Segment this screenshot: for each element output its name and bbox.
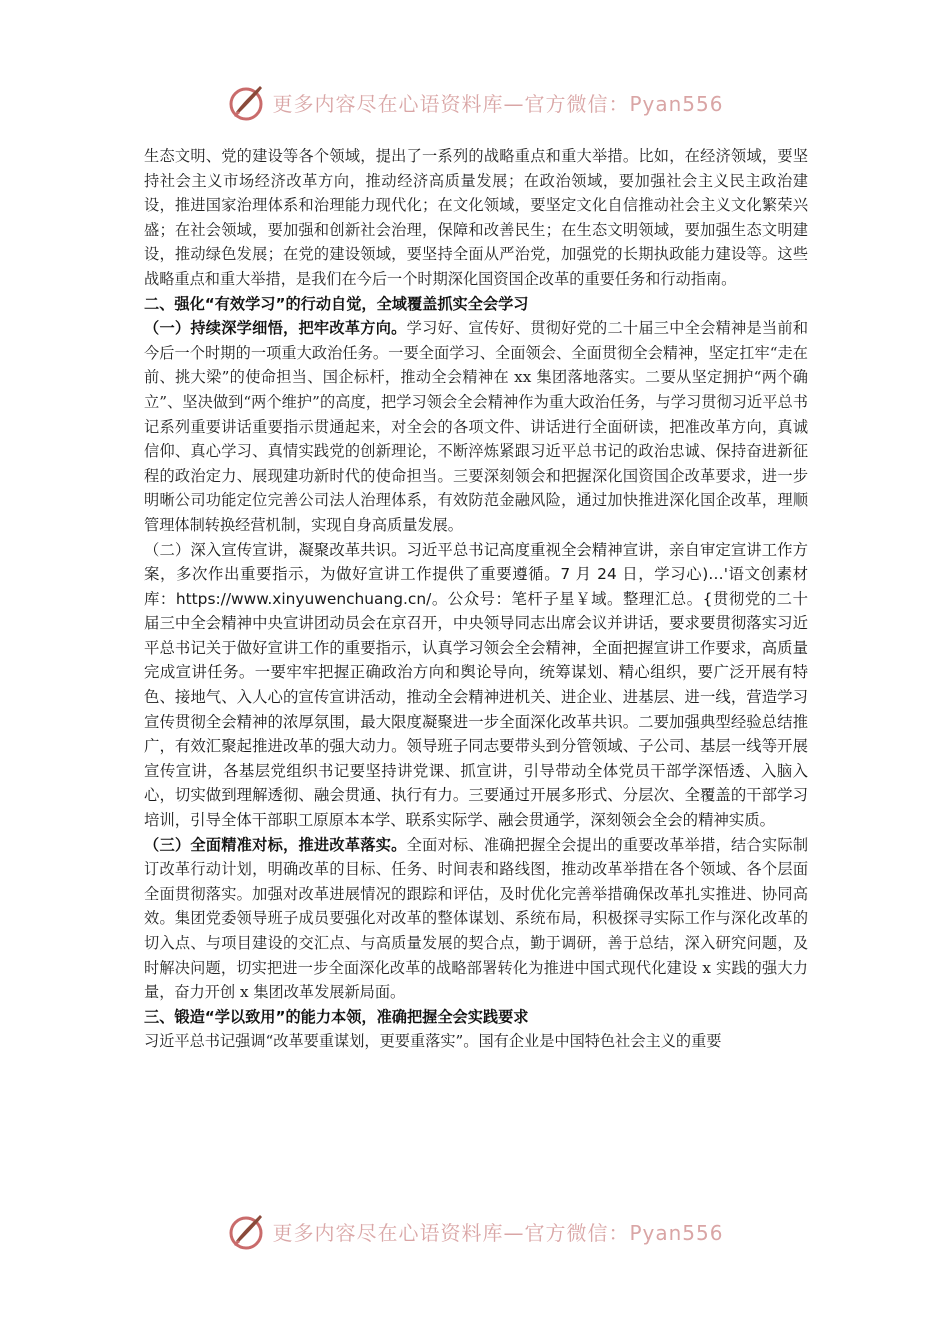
subheading-3: （三）全面精准对标，推进改革落实。 (144, 835, 407, 854)
paragraph-study-text: 学习好、宣传好、贯彻好党的二十届三中全会精神是当前和今后一个时期的一项重大政治任务。一要全面学习、全面领会、全面贯彻全会精神，坚定扛牢“走在前、挑大梁”的使命担当、国企标杆，推动全会精神在 xx 集团落地落实。二要从坚定拥护“两个确立”、坚决做到“两个维护”的高度，把学习领会全会精神作为重大政治任务，与学习贯彻习近平总书记系列重要讲话重要指示贯通起来，对全会的各项文件、讲话进行全面研读，把准改革方向，真诚信仰、真心学习、真情实践党的创新理论，不断淬炼紧跟习近平总书记的政治忠诚、保持奋进新征程的政治定力、展现建功新时代的使命担当。三要深刻领会和把握深化国资国企改革要求，进一步明晰公司功能定位完善公司法人治理体系，有效防范金融风险，通过加快推进深化国企改革，理顺管理体制转换经营机制，实现自身高质量发展。 (144, 319, 809, 534)
paragraph-strategy: 生态文明、党的建设等各个领域，提出了一系列的战略重点和重大举措。比如，在经济领域，要坚持社会主义市场经济改革方向，推动经济高质量发展；在政治领域，要加强社会主义民主政治建设，推进国家治理体系和治理能力现代化；在文化领域，要坚定文化自信推动社会主义文化繁荣兴盛；在社会领域，要加强和创新社会治理，保障和改善民生；在生态文明领域，要加强生态文明建设，推动绿色发展；在党的建设领域，要坚持全面从严治党，加强党的长期执政能力建设等。这些战略重点和重大举措，是我们在今后一个时期深化国资国企改革的重要任务和行动指南。 (144, 147, 808, 288)
watermark-text: 更多内容尽在心语资料库—官方微信：Pyan556 (272, 1220, 724, 1245)
section-heading-2: 二、强化“有效学习”的行动自觉，全域覆盖抓实全会学习 (144, 294, 529, 313)
paragraph-last: 习近平总书记强调“改革要重谋划，更要重落实”。国有企业是中国特色社会主义的重要 (144, 1032, 722, 1051)
footer-watermark-banner (0, 1209, 950, 1253)
paragraph-implementation-text: 全面对标、准确把握全会提出的重要改革举措，结合实际制订改革行动计划，明确改革的目标、任务、时间表和路线图，推动改革举措在各个领域、各个层面全面贯彻落实。加强对改革进展情况的跟踪和评估，及时优化完善举措确保改革扎实推进、协同高效。集团党委领导班子成员要强化对改革的整体谋划、系统布局，积极探寻实际工作与深化改革的切入点、与项目建设的交汇点、与高质量发展的契合点，勤于调研，善于总结，深入研究问题，及时解决问题，切实把进一步全面深化改革的战略部署转化为推进中国式现代化建设 x 实践的强大力量，奋力开创 x 集团改革发展新局面。 (144, 835, 809, 1002)
header-watermark-banner (0, 80, 950, 124)
paragraph-study (144, 316, 808, 537)
brush-logo-icon (226, 1211, 266, 1251)
section-heading-3: 三、锻造“学以致用”的能力本领，准确把握全会实践要求 (144, 1007, 529, 1026)
brush-logo-icon (226, 82, 266, 122)
document-body (144, 144, 808, 1054)
paragraph-publicity: （二）深入宣传宣讲，凝聚改革共识。习近平总书记高度重视全会精神宣讲，亲自审定宣讲工作方案，多次作出重要指示，为做好宣讲工作提供了重要遵循。7 月 24 日，学习心)…'语文创素材库：https://www.xinyuwenchuang.cn/。公众号：笔杆子星￥域。整理汇总。{贯彻党的二十届三中全会精神中央宣讲团动员会在京召开，中央领导同志出席会议并讲话，要求要贯彻落实习近平总书记关于做好宣讲工作的重要指示，认真学习领会全会精神，全面把握宣讲工作要求，高质量完成宣讲任务。一要牢牢把握正确政治方向和舆论导向，统筹谋划、精心组织，要广泛开展有特色、接地气、入人心的宣传宣讲活动，推动全会精神进机关、进企业、进基层、进一线，营造学习宣传贯彻全会精神的浓厚氛围，最大限度凝聚进一步全面深化改革共识。二要加强典型经验总结推广，有效汇聚起推进改革的强大动力。领导班子同志要带头到分管领域、子公司、基层一线等开展宣传宣讲，各基层党组织书记要坚持讲党课、抓宣讲，引导带动全体党员干部学深悟透、入脑入心，切实做到理解透彻、融会贯通、执行有力。三要通过开展多形式、分层次、全覆盖的干部学习培训，引导全体干部职工原原本本学、联系实际学、融会贯通学，深刻领会全会的精神实质。 (144, 540, 808, 830)
watermark-text: 更多内容尽在心语资料库—官方微信：Pyan556 (272, 91, 724, 116)
subheading-1: （一）持续深学细悟，把牢改革方向。 (144, 319, 407, 338)
paragraph-implementation (144, 833, 808, 1005)
